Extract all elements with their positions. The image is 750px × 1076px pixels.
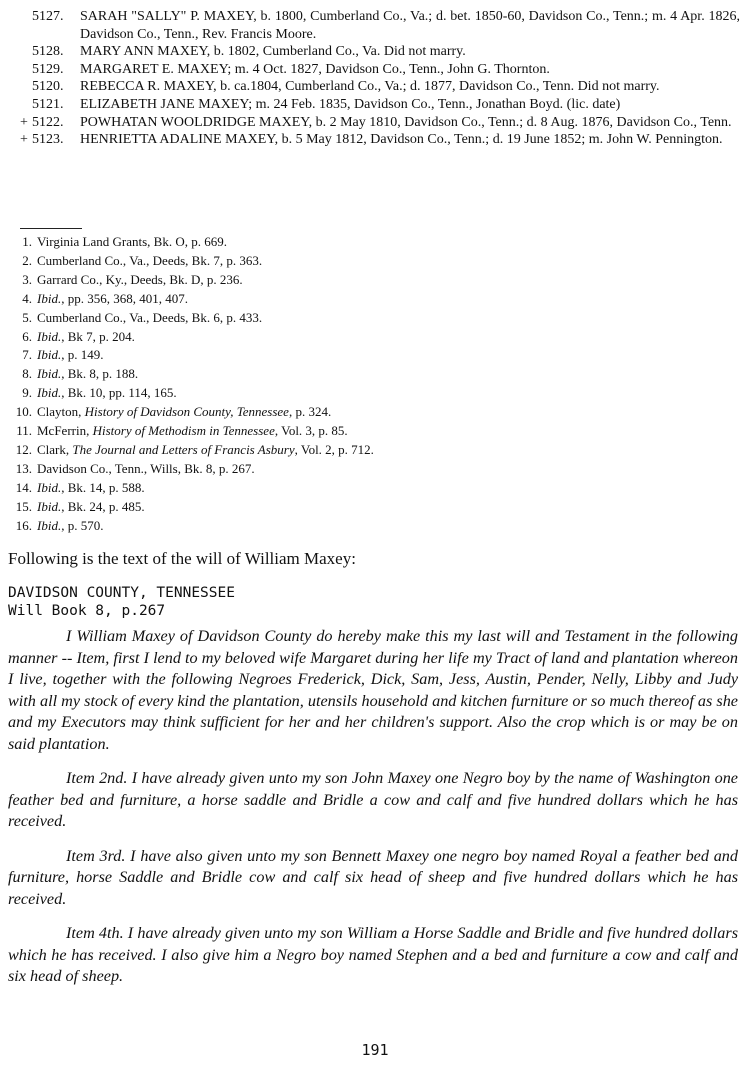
- footnote: [8, 479, 728, 498]
- entry-5120: [20, 78, 740, 96]
- entry-text: HENRIETTA ADALINE MAXEY, b. 5 May 1812, Davidson Co., Tenn.; d. 19 June 1852; m. John W. Pennington.: [80, 132, 723, 148]
- typed-heading-county: DAVIDSON COUNTY, TENNESSEE: [8, 585, 235, 601]
- footnote-number: 10.: [15, 404, 32, 420]
- entry-number: 5128.: [32, 44, 64, 60]
- footnote-number: 14.: [15, 479, 32, 495]
- entry-5123: [20, 131, 740, 149]
- footnote-text: Ibid., Bk. 10, pp. 114, 165.: [37, 385, 177, 401]
- footnote: [8, 346, 728, 365]
- entry-marker: +: [20, 132, 28, 148]
- footnote: [8, 233, 728, 252]
- footnote: [8, 365, 728, 384]
- entry-number: 5120.: [32, 79, 64, 95]
- entry-5122: [20, 114, 740, 132]
- entry-number: 5123.: [32, 132, 64, 148]
- entry-5121: [20, 96, 740, 114]
- entry-number: 5121.: [32, 96, 64, 112]
- footnote-text: Ibid., Bk. 14, p. 588.: [37, 479, 145, 495]
- typed-heading-book: Will Book 8, p.267: [8, 603, 166, 619]
- footnote: [8, 403, 728, 422]
- footnote-text: Ibid., Bk. 8, p. 188.: [37, 366, 139, 382]
- entry-text: MARGARET E. MAXEY; m. 4 Oct. 1827, Davidson Co., Tenn., John G. Thornton.: [80, 61, 550, 77]
- footnotes: [8, 233, 728, 536]
- footnote-text: Clayton, History of Davidson County, Tennessee, p. 324.: [37, 404, 332, 420]
- footnote: [8, 252, 728, 271]
- footnote-number: 9.: [22, 385, 32, 401]
- genealogy-entries: [20, 8, 740, 149]
- will-text: [8, 626, 738, 1001]
- footnote-text: Cumberland Co., Va., Deeds, Bk. 7, p. 363.: [37, 252, 263, 268]
- footnote: [8, 290, 728, 309]
- footnote-number: 3.: [22, 271, 32, 287]
- footnote-text: Davidson Co., Tenn., Wills, Bk. 8, p. 267.: [37, 460, 255, 476]
- entry-5127: [20, 8, 740, 43]
- typed-heading: [8, 584, 235, 620]
- footnote-text: Ibid., p. 570.: [37, 517, 104, 533]
- footnote-number: 15.: [15, 498, 32, 514]
- entry-text: POWHATAN WOOLDRIDGE MAXEY, b. 2 May 1810, Davidson Co., Tenn.; d. 8 Aug. 1876, Davidson Co., Tenn.: [80, 114, 732, 130]
- will-paragraph: I William Maxey of Davidson County do hereby make this my last will and Testament in the following manner -- Item, first I lend to my beloved wife Margaret during her life my Tract of land and plantation whereon I live, together with the following Negroes Frederick, Dick, Sam, Jess, Austin, Pender, Nelly, Libby and Judy with all my stock of every kind the plantation, utensils household and kitchen furniture or so much thereof as she and my Executors may think sufficient for her and her children's support. Also the crop which is or may be on said plantation.: [8, 627, 738, 753]
- footnote-divider: [20, 228, 82, 229]
- footnote: [8, 498, 728, 517]
- footnote-text: Garrard Co., Ky., Deeds, Bk. D, p. 236.: [37, 271, 243, 287]
- footnote-number: 6.: [22, 328, 32, 344]
- footnote: [8, 422, 728, 441]
- footnote: [8, 271, 728, 290]
- footnote-text: Cumberland Co., Va., Deeds, Bk. 6, p. 433.: [37, 309, 263, 325]
- will-paragraph: Item 3rd. I have also given unto my son Bennett Maxey one negro boy named Royal a feather bed and furniture, horse Saddle and Bridle cow and calf six head of sheep and five hundred dollars which he has received.: [8, 846, 738, 908]
- footnote-text: Clark, The Journal and Letters of Francis Asbury, Vol. 2, p. 712.: [37, 441, 374, 457]
- will-intro: Following is the text of the will of William Maxey:: [8, 549, 356, 568]
- footnote: [8, 441, 728, 460]
- footnote-number: 4.: [22, 290, 32, 306]
- entry-5129: [20, 61, 740, 79]
- footnote-number: 2.: [22, 252, 32, 268]
- page-number: 191: [361, 1041, 389, 1059]
- footnote: [8, 309, 728, 328]
- footnote-text: Ibid., Bk. 24, p. 485.: [37, 498, 145, 514]
- entry-marker: +: [20, 114, 28, 130]
- footnote-text: McFerrin, History of Methodism in Tennessee, Vol. 3, p. 85.: [37, 423, 348, 439]
- footnote-text: Ibid., Bk 7, p. 204.: [37, 328, 135, 344]
- footnote-number: 11.: [16, 423, 32, 439]
- entry-number: 5127.: [32, 9, 64, 24]
- entry-text: ELIZABETH JANE MAXEY; m. 24 Feb. 1835, Davidson Co., Tenn., Jonathan Boyd. (lic. date): [80, 96, 621, 112]
- entry-text: REBECCA R. MAXEY, b. ca.1804, Cumberland Co., Va.; d. 1877, Davidson Co., Tenn. Did not marry.: [80, 79, 660, 95]
- footnote: [8, 517, 728, 536]
- entry-text: MARY ANN MAXEY, b. 1802, Cumberland Co., Va. Did not marry.: [80, 44, 466, 60]
- footnote-text: Virginia Land Grants, Bk. O, p. 669.: [37, 234, 227, 249]
- will-paragraph: Item 4th. I have already given unto my son William a Horse Saddle and Bridle and five hundred dollars which he has received. I also give him a Negro boy named Stephen and a bed and furniture a cow and calf and six head of sheep.: [8, 924, 738, 985]
- entry-text: SARAH "SALLY" P. MAXEY, b. 1800, Cumberland Co., Va.; d. bet. 1850-60, Davidson Co., Tenn.; m. 4 Apr. 1826, Davidson Co., Tenn., Rev. Francis Moore.: [80, 9, 740, 42]
- footnote-number: 12.: [15, 441, 32, 457]
- entry-5128: [20, 43, 740, 61]
- footnote-number: 8.: [22, 366, 32, 382]
- entry-number: 5129.: [32, 61, 64, 77]
- footnote-number: 5.: [22, 309, 32, 325]
- will-paragraph: Item 2nd. I have already given unto my son John Maxey one Negro boy by the name of Washington one feather bed and furniture, a horse saddle and Bridle a cow and calf and five hundred dollars which he has received.: [8, 769, 738, 830]
- footnote-number: 7.: [22, 347, 32, 363]
- footnote: [8, 328, 728, 347]
- footnote-text: Ibid., p. 149.: [37, 347, 104, 363]
- entry-number: 5122.: [32, 114, 64, 130]
- footnote: [8, 384, 728, 403]
- footnote-number: 16.: [15, 517, 32, 533]
- footnote-number: 13.: [15, 460, 32, 476]
- footnote-text: Ibid., pp. 356, 368, 401, 407.: [37, 290, 188, 306]
- footnote: [8, 460, 728, 479]
- footnote-number: 1.: [22, 234, 32, 249]
